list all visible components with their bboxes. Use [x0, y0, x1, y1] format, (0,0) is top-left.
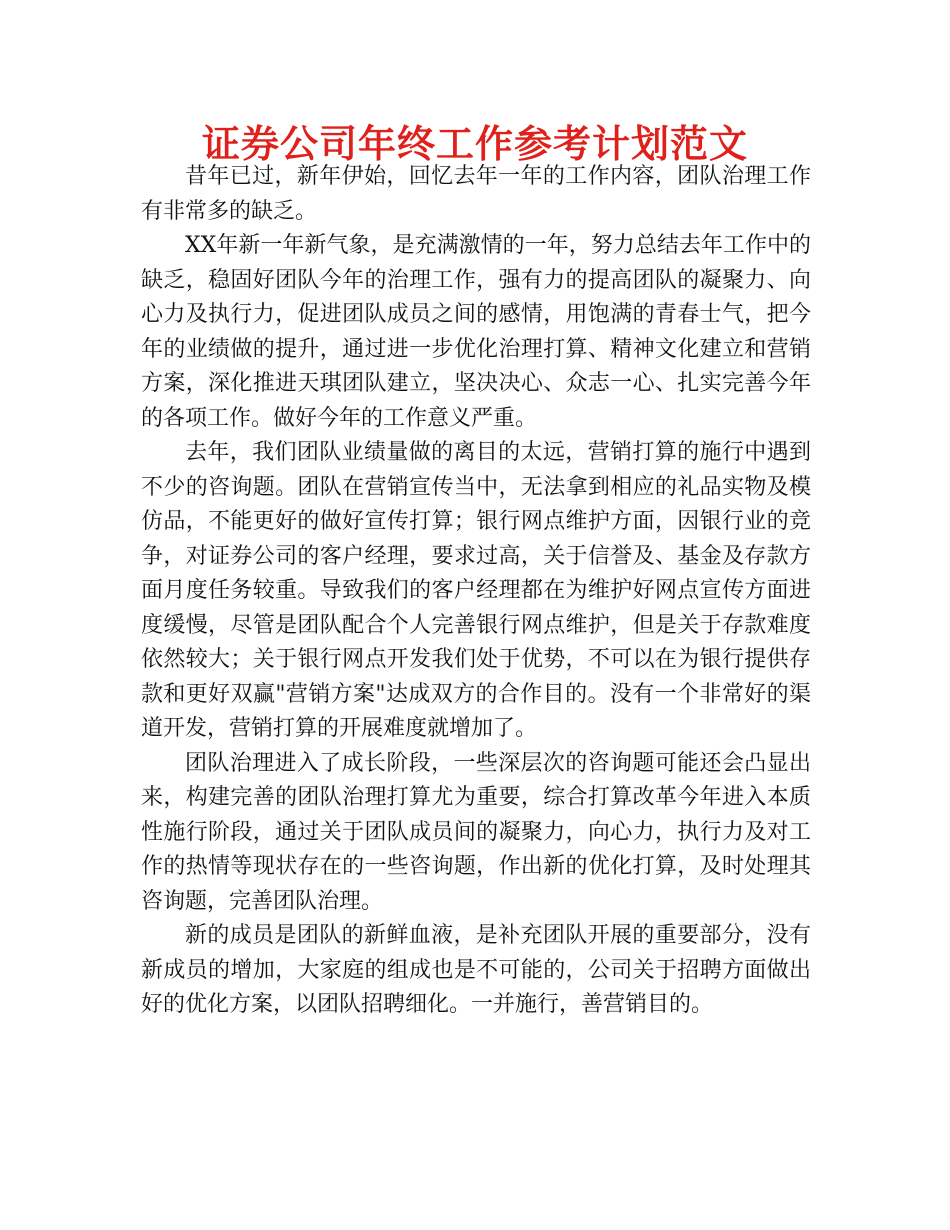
paragraph-new-year-goals: XX年新一年新气象，是充满激情的一年，努力总结去年工作中的缺乏，稳固好团队今年的治理工作，强有力的提高团队的凝聚力、向心力及执行力，促进团队成员之间的感情，用饱满的青春士气，把今年的业绩做的提升，通过进一步优化治理打算、精神文化建立和营销方案，深化推进天琪团队建立，坚决决心、众志一心、扎实完善今年的各项工作。做好今年的工作意义严重。 — [141, 233, 811, 431]
document-title: 证券公司年终工作参考计划范文 — [201, 122, 748, 166]
paragraph-intro: 昔年已过，新年伊始，回忆去年一年的工作内容，团队治理工作有非常多的缺乏。 — [141, 164, 811, 224]
paragraph-recruitment: 新的成员是团队的新鲜血液，是补充团队开展的重要部分，没有新成员的增加，大家庭的组成也是不可能的，公司关于招聘方面做出好的优化方案，以团队招聘细化。一并施行，善营销目的。 — [141, 923, 811, 1017]
document-body — [141, 160, 811, 1023]
paragraph-team-management: 团队治理进入了成长阶段，一些深层次的咨询题可能还会凸显出来，构建完善的团队治理打算尤为重要，综合打算改革今年进入本质性施行阶段，通过关于团队成员间的凝聚力，向心力，执行力及对工作的热情等现状存在的一些咨询题，作出新的优化打算，及时处理其咨询题，完善团队治理。 — [141, 750, 811, 914]
paragraph-last-year-problems: 去年，我们团队业绩量做的离目的太远，营销打算的施行中遇到不少的咨询题。团队在营销宣传当中，无法拿到相应的礼品实物及模仿品，不能更好的做好宣传打算；银行网点维护方面，因银行业的竞争，对证券公司的客户经理，要求过高，关于信誉及、基金及存款方面月度任务较重。导致我们的客户经理都在为维护好网点宣传方面进度缓慢，尽管是团队配合个人完善银行网点维护，但是关于存款难度依然较大；关于银行网点开发我们处于优势，不可以在为银行提供存款和更好双赢"营销方案"达成双方的合作目的。没有一个非常好的渠道开发，营销打算的开展难度就增加了。 — [141, 440, 811, 741]
